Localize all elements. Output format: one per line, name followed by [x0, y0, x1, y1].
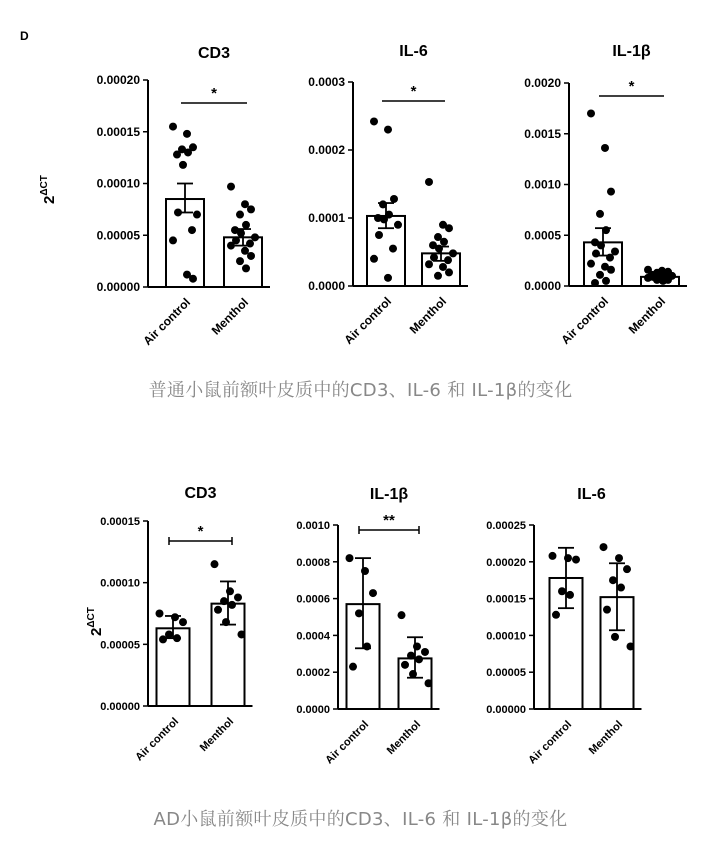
caption-top: 普通小鼠前额叶皮质中的CD3、IL-6 和 IL-1β的变化: [148, 380, 573, 401]
x-category-label: Menthol: [197, 715, 237, 754]
data-point-air-control: [169, 236, 177, 244]
data-point-air-control: [591, 279, 599, 287]
x-category-label: Menthol: [384, 718, 424, 757]
y-tick-label: 0.0008: [296, 556, 330, 569]
y-tick-label: 0.00000: [486, 704, 526, 716]
data-point-menthol: [615, 554, 623, 562]
data-point-air-control: [169, 123, 177, 131]
x-category-label: Menthol: [406, 294, 450, 337]
y-tick-label: 0.0003: [308, 75, 345, 89]
data-point-menthol: [234, 593, 242, 601]
data-point-air-control: [597, 241, 605, 249]
x-category-label: Air control: [526, 718, 575, 767]
data-point-air-control: [607, 188, 615, 196]
y-tick-label: 0.0010: [296, 520, 330, 532]
data-point-air-control: [159, 635, 167, 643]
y-tick-label: 0.0002: [308, 143, 345, 157]
plot-cd3-top: [97, 45, 270, 348]
data-point-menthol: [440, 238, 448, 246]
significance-marker: *: [628, 78, 635, 95]
data-point-air-control: [346, 554, 354, 562]
data-point-menthol: [242, 221, 250, 229]
y-tick-label: 0.00000: [96, 280, 140, 294]
data-point-air-control: [183, 130, 191, 138]
data-point-air-control: [607, 266, 615, 274]
data-point-menthol: [401, 661, 409, 669]
data-point-menthol: [222, 618, 230, 626]
data-point-menthol: [611, 633, 619, 641]
data-point-menthol: [644, 274, 652, 282]
x-category-label: Air control: [323, 718, 372, 767]
y-tick-label: 0.0015: [524, 126, 561, 141]
data-point-menthol: [238, 630, 246, 638]
y-tick-label: 0.00000: [100, 701, 140, 713]
data-point-menthol: [228, 601, 236, 609]
significance-marker: *: [211, 85, 217, 102]
data-point-menthol: [214, 606, 222, 614]
data-point-air-control: [189, 275, 197, 283]
x-category-label: Air control: [341, 294, 395, 348]
data-point-air-control: [389, 245, 397, 253]
y-tick-label: 0.0000: [296, 704, 330, 716]
data-point-air-control: [379, 200, 387, 208]
y-tick-label: 0.0006: [296, 593, 330, 606]
data-point-air-control: [602, 226, 610, 234]
data-point-menthol: [435, 245, 443, 253]
data-point-air-control: [193, 211, 201, 219]
data-point-menthol: [251, 233, 259, 241]
data-point-air-control: [558, 587, 566, 595]
y-tick-label: 0.00005: [100, 639, 140, 652]
significance-marker: **: [383, 512, 395, 529]
data-point-air-control: [370, 117, 378, 125]
y-tick-label: 0.0020: [524, 76, 561, 90]
data-point-menthol: [247, 205, 255, 213]
data-point-air-control: [384, 126, 392, 134]
data-point-menthol: [242, 264, 250, 272]
y-tick-label: 0.00015: [96, 124, 140, 139]
y-tick-label: 0.0000: [308, 279, 345, 293]
data-point-air-control: [188, 226, 196, 234]
y-tick-label: 0.00025: [486, 520, 526, 532]
data-point-menthol: [449, 249, 457, 257]
data-point-menthol: [236, 257, 244, 265]
data-point-air-control: [370, 255, 378, 263]
y-axis-label-bottom: $2^{\Delta CT}$: [86, 607, 105, 636]
data-point-air-control: [171, 613, 179, 621]
x-category-label: Menthol: [586, 718, 626, 757]
data-point-air-control: [549, 552, 557, 560]
y-tick-label: 0.0005: [524, 228, 561, 243]
data-point-air-control: [184, 148, 192, 156]
y-tick-label: 0.0000: [524, 279, 561, 293]
plot-il1b-top: [524, 43, 687, 347]
data-point-air-control: [596, 271, 604, 279]
chart-title: IL-6: [577, 486, 606, 503]
chart-title: IL-6: [399, 43, 428, 60]
data-point-air-control: [390, 195, 398, 203]
data-point-air-control: [173, 151, 181, 159]
data-point-air-control: [587, 260, 595, 268]
data-point-menthol: [439, 263, 447, 271]
data-point-air-control: [566, 591, 574, 599]
data-point-menthol: [409, 670, 417, 678]
data-point-menthol: [425, 679, 433, 687]
x-category-label: Menthol: [208, 295, 252, 338]
data-point-menthol: [227, 242, 235, 250]
data-point-air-control: [394, 221, 402, 229]
y-tick-label: 0.00010: [486, 630, 526, 643]
data-point-air-control: [361, 567, 369, 575]
data-point-air-control: [552, 611, 560, 619]
y-tick-label: 0.00020: [96, 73, 140, 87]
x-category-label: Menthol: [625, 294, 669, 337]
data-point-menthol: [445, 224, 453, 232]
data-point-menthol: [226, 587, 234, 595]
chart-title: CD3: [184, 485, 217, 502]
data-point-air-control: [355, 609, 363, 617]
y-tick-label: 0.00015: [100, 516, 140, 528]
plot-il6-top: [308, 43, 468, 347]
significance-marker: *: [410, 83, 417, 100]
y-tick-label: 0.00005: [96, 228, 140, 243]
y-tick-label: 0.00020: [486, 556, 526, 569]
data-point-air-control: [173, 634, 181, 642]
data-point-menthol: [623, 565, 631, 573]
data-point-menthol: [444, 256, 452, 264]
data-point-menthol: [425, 260, 433, 268]
y-tick-label: 0.00015: [486, 593, 526, 606]
data-point-menthol: [445, 268, 453, 276]
data-point-menthol: [425, 178, 433, 186]
data-point-menthol: [413, 642, 421, 650]
data-point-menthol: [659, 277, 667, 285]
data-point-menthol: [407, 652, 415, 660]
data-point-menthol: [398, 611, 406, 619]
y-axis-label-top: $2^{\Delta CT}$: [39, 175, 58, 204]
data-point-air-control: [384, 274, 392, 282]
data-point-menthol: [227, 183, 235, 191]
chart-title: IL-1β: [369, 486, 409, 503]
data-point-air-control: [375, 231, 383, 239]
data-point-menthol: [627, 642, 635, 650]
y-tick-label: 0.00010: [100, 577, 140, 590]
data-point-menthol: [609, 576, 617, 584]
data-point-menthol: [430, 253, 438, 261]
data-point-air-control: [380, 215, 388, 223]
plot-cd3-bottom: [100, 485, 252, 763]
data-point-menthol: [211, 560, 219, 568]
data-point-air-control: [606, 254, 614, 262]
data-point-menthol: [421, 648, 429, 656]
data-point-air-control: [572, 556, 580, 564]
data-point-menthol: [600, 543, 608, 551]
data-point-air-control: [174, 208, 182, 216]
data-point-air-control: [596, 210, 604, 218]
y-tick-label: 0.0001: [308, 211, 345, 225]
data-point-air-control: [363, 642, 371, 650]
data-point-air-control: [592, 250, 600, 258]
significance-marker: *: [197, 523, 204, 540]
panel-letter: D: [20, 29, 29, 43]
data-point-menthol: [246, 240, 254, 248]
x-category-label: Air control: [140, 295, 194, 349]
data-point-air-control: [349, 663, 357, 671]
chart-title: IL-1β: [612, 43, 651, 60]
y-tick-label: 0.00005: [486, 667, 526, 680]
x-category-label: Air control: [558, 294, 612, 348]
data-point-menthol: [603, 606, 611, 614]
y-tick-label: 0.00010: [96, 176, 140, 191]
data-point-air-control: [179, 618, 187, 626]
data-point-air-control: [587, 109, 595, 117]
chart-title: CD3: [197, 45, 231, 62]
data-point-menthol: [415, 655, 423, 663]
data-point-menthol: [236, 211, 244, 219]
data-point-air-control: [564, 554, 572, 562]
caption-bottom: AD小鼠前额叶皮质中的CD3、IL-6 和 IL-1β的变化: [153, 809, 568, 830]
x-category-label: Air control: [133, 715, 182, 764]
plot-il6-bottom: [486, 486, 641, 766]
data-point-menthol: [434, 272, 442, 280]
y-tick-label: 0.0002: [296, 667, 330, 680]
data-point-menthol: [617, 584, 625, 592]
plot-il1b-bottom: [296, 486, 439, 766]
y-tick-label: 0.0010: [524, 177, 561, 192]
data-point-menthol: [220, 597, 228, 605]
data-point-menthol: [237, 229, 245, 237]
data-point-air-control: [601, 144, 609, 152]
data-point-air-control: [156, 610, 164, 618]
data-point-air-control: [179, 161, 187, 169]
data-point-menthol: [247, 252, 255, 260]
y-tick-label: 0.0004: [296, 630, 330, 643]
data-point-air-control: [369, 589, 377, 597]
data-point-air-control: [602, 277, 610, 285]
